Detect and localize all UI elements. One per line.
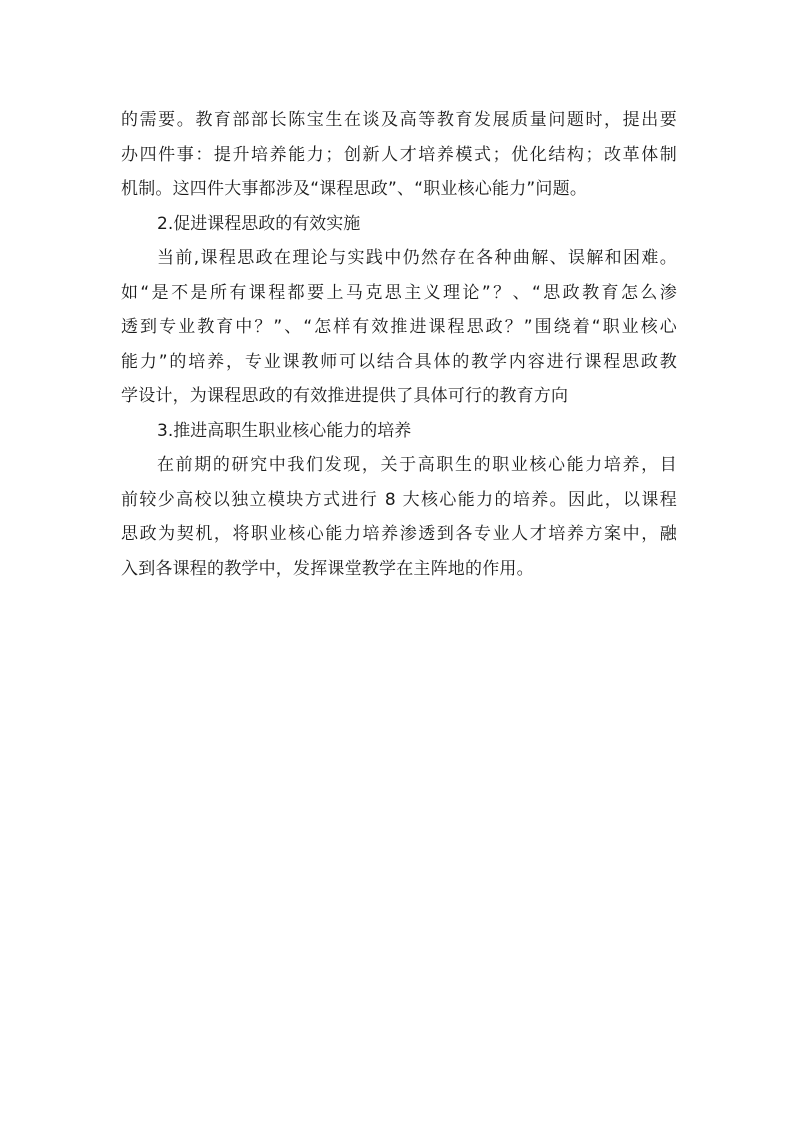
text-line: 思政为契机，将职业核心能力培养渗透到各专业人才培养方案中，融 xyxy=(121,524,677,544)
text-line: 学设计，为课程思政的有效推进提供了具体可行的教育方向 xyxy=(121,386,569,406)
text-line: 入到各课程的教学中，发挥课堂教学在主阵地的作用。 xyxy=(121,558,534,579)
text-line: 能力”的培养，专业课教师可以结合具体的教学内容进行课程思政教 xyxy=(121,351,677,372)
text-line: 当前,课程思政在理论与实践中仍然存在各种曲解、误解和困难。 xyxy=(157,248,677,268)
text-line: 的需要。教育部部长陈宝生在谈及高等教育发展质量问题时，提出要 xyxy=(121,110,677,130)
paragraph-2 xyxy=(121,241,677,414)
document-body xyxy=(121,103,677,586)
text-line: 办四件事：提升培养能力；创新人才培养模式；优化结构；改革体制 xyxy=(121,144,677,165)
text-line: 透到专业教育中？”、“怎样有效推进课程思政？”围绕着“职业核心 xyxy=(121,317,677,337)
section-heading-2: 2.促进课程思政的有效实施 xyxy=(157,213,361,234)
text-line: 在前期的研究中我们发现，关于高职生的职业核心能力培养，目 xyxy=(157,455,677,475)
paragraph-3 xyxy=(121,448,677,586)
text-line: 机制。这四件大事都涉及“课程思政”、“职业核心能力”问题。 xyxy=(121,179,588,199)
paragraph-1 xyxy=(121,103,677,207)
section-heading-3: 3.推进高职生职业核心能力的培养 xyxy=(157,420,412,441)
text-line: 前较少高校以独立模块方式进行 8 大核心能力的培养。因此，以课程 xyxy=(121,489,677,510)
text-line: 如“是不是所有课程都要上马克思主义理论”？、“思政教育怎么渗 xyxy=(121,282,677,303)
